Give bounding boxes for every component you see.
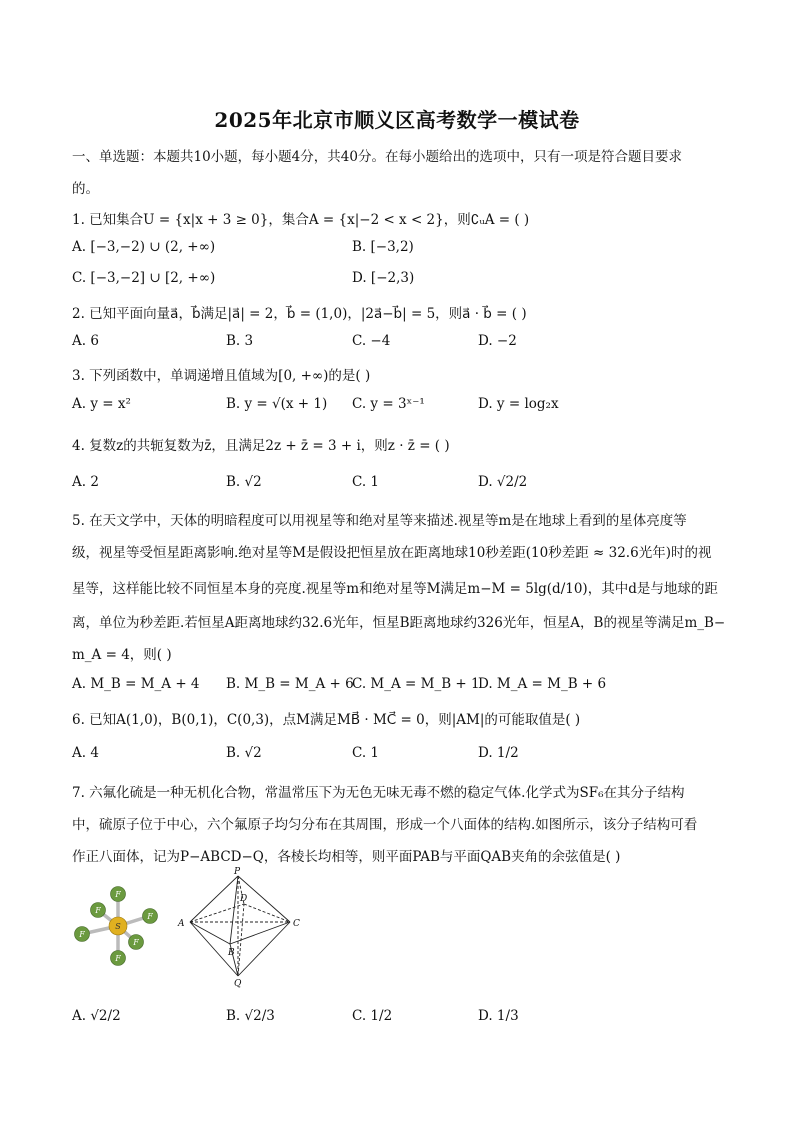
question-2-option-a[interactable]: A. 6 [72,333,99,349]
question-5-text-line1: 5. 在天文学中，天体的明暗程度可以用视星等和绝对星等来描述.视星等m是在地球上看到的星体亮度等 [72,513,687,529]
question-2-option-d[interactable]: D. −2 [478,333,517,349]
question-7-option-c[interactable]: C. 1/2 [352,1008,393,1024]
section-header-line2: 的。 [72,181,99,197]
question-5-option-a[interactable]: A. M_B = M_A + 4 [72,676,200,692]
question-6-option-a[interactable]: A. 4 [72,745,99,761]
question-1-option-d[interactable]: D. [−2,3) [352,270,415,286]
question-6-option-c[interactable]: C. 1 [352,745,380,761]
atom-label-f4: F [79,930,85,939]
question-2-option-c[interactable]: C. −4 [352,333,391,349]
octahedron-hidden-edges [190,876,290,976]
question-5-option-b[interactable]: B. M_B = M_A + 6 [226,676,354,692]
vertex-label-b: B [228,948,235,958]
question-3-option-b[interactable]: B. y = √(x + 1) [226,396,328,412]
vertex-label-q: Q [234,979,242,988]
question-6-option-d[interactable]: D. 1/2 [478,745,519,761]
atom-label-f3: F [147,912,153,921]
vertex-label-p: P [234,867,241,877]
octahedron-figure [172,864,302,988]
question-4-text: 4. 复数z的共轭复数为z̄，且满足2z + z̄ = 3 + i，则z · z̄ = ( ) [72,438,450,454]
question-7-text-line1: 7. 六氟化硫是一种无机化合物，常温常压下为无色无味无毒不燃的稳定气体.化学式为SF₆在其分子结构 [72,785,685,801]
question-5-text-line5: m_A = 4，则( ) [72,647,172,663]
question-5-option-d[interactable]: D. M_A = M_B + 6 [478,676,607,692]
question-1-option-a[interactable]: A. [−3,−2) ∪ (2, +∞) [72,239,216,255]
question-3-option-c[interactable]: C. y = 3ˣ⁻¹ [352,396,425,412]
section-header-line1: 一、单选题：本题共10小题，每小题4分，共40分。在每小题给出的选项中，只有一项是符合题目要求 [72,149,682,165]
atom-label-s: S [115,922,121,931]
question-3-text: 3. 下列函数中，单调递增且值域为[0, +∞)的是( ) [72,368,371,384]
question-7-option-b[interactable]: B. √2/3 [226,1008,275,1024]
atom-label-f2: F [95,906,101,915]
question-7-option-d[interactable]: D. 1/3 [478,1008,519,1024]
question-5-text-line2: 级，视星等受恒星距离影响.绝对星等M是假设把恒星放在距离地球10秒差距(10秒差距 ≈ 32.6光年)时的视 [72,545,712,561]
question-4-option-b[interactable]: B. √2 [226,474,262,490]
question-2-text: 2. 已知平面向量a⃗，b⃗满足|a⃗| = 2，b⃗ = (1,0)，|2a⃗−b⃗| = 5，则a⃗ · b⃗ = ( ) [72,306,527,322]
question-1-text: 1. 已知集合U = {x|x + 3 ≥ 0}，集合A = {x|−2 < x < 2}，则∁ᵤA = ( ) [72,212,530,228]
atom-label-f6: F [115,954,121,963]
atom-label-f5: F [133,938,139,947]
question-4-option-d[interactable]: D. √2/2 [478,474,528,490]
octahedron-solid-edges [190,876,290,976]
question-1-option-b[interactable]: B. [−3,2) [352,239,414,255]
question-7-text-line2: 中，硫原子位于中心，六个氟原子均匀分布在其周围，形成一个八面体的结构.如图所示，该分子结构可看 [72,817,698,833]
question-3-option-a[interactable]: A. y = x² [72,396,131,412]
question-1-option-c[interactable]: C. [−3,−2] ∪ [2, +∞) [72,270,216,286]
question-3-option-d[interactable]: D. y = log₂x [478,396,559,412]
question-5-option-c[interactable]: C. M_A = M_B + 1 [352,676,480,692]
vertex-label-a: A [178,919,185,929]
question-6-text: 6. 已知A(1,0)，B(0,1)，C(0,3)，点M满足MB⃗ · MC⃗ = 0，则|AM|的可能取值是( ) [72,712,581,728]
atom-label-f1: F [115,890,121,899]
question-5-text-line4: 离，单位为秒差距.若恒星A距离地球约32.6光年，恒星B距离地球约326光年，恒星A，B的视星等满足m_B− [72,615,726,631]
question-4-option-a[interactable]: A. 2 [72,474,99,490]
question-7-text-line3: 作正八面体，记为P−ABCD−Q，各棱长均相等，则平面PAB与平面QAB夹角的余弦值是( ) [72,849,621,865]
vertex-label-c: C [293,919,300,929]
question-2-option-b[interactable]: B. 3 [226,333,254,349]
page-title: 2025年北京市顺义区高考数学一模试卷 [214,108,580,132]
question-6-option-b[interactable]: B. √2 [226,745,262,761]
question-7-option-a[interactable]: A. √2/2 [72,1008,121,1024]
question-5-text-line3: 星等，这样能比较不同恒星本身的亮度.视星等m和绝对星等M满足m−M = 5lg(d/10)，其中d是与地球的距 [72,581,718,597]
sf6-molecule-figure [70,882,160,966]
vertex-label-d: D [240,894,248,904]
question-4-option-c[interactable]: C. 1 [352,474,380,490]
